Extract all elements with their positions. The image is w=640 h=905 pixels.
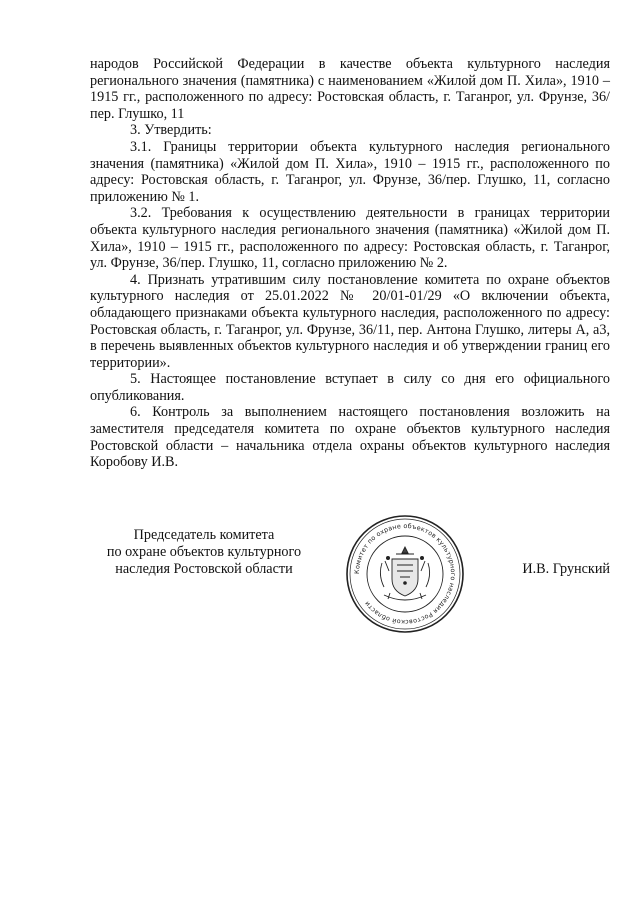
document-body: [90, 56, 610, 471]
paragraph-item-3-1: 3.1. Границы территории объекта культурного наследия регионального значения (памятника) «Жилой дом П. Хила», 1910 – 1915 гг., расположенного по адресу: Ростовская область, г. Таганрог, ул. Фрунзе, 36/пер. Глушко, 11, согласно приложению № 1.: [90, 138, 610, 205]
signer-title-line: по охране объектов культурного: [106, 544, 302, 560]
paragraph-item-3: 3. Утвердить:: [130, 122, 212, 139]
signer-title: [90, 527, 318, 578]
signer-title-line: наследия Ростовской области: [115, 561, 293, 577]
paragraph-continuation: народов Российской Федерации в качестве объекта культурного наследия регионального значения (памятника) с наименованием «Жилой дом П. Хила», 1910 – 1915 гг., расположенного по адресу: Ростовская область, г. Таганрог, ул. Фрунзе, 36/пер. Глушко, 11: [90, 56, 610, 122]
paragraph-item-5: 5. Настоящее постановление вступает в силу со дня его официального опубликования.: [90, 371, 610, 404]
paragraph-item-3-2: 3.2. Требования к осуществлению деятельности в границах территории объекта культурного наследия регионального значения (памятника) «Жилой дом П. Хила», 1910 – 1915 гг., расположенного по адресу: Ростовская область, г. Таганрог, ул. Фрунзе, 36/пер. Глушко, 11, согласно приложению № 2.: [90, 205, 610, 272]
paragraph-item-4: 4. Признать утратившим силу постановление комитета по охране объектов культурного наследия от 25.01.2022 № 20/01-01/29 «О включении объекта, обладающего признаками объекта культурного наследия, расположенного по адресу: Ростовская область, г. Таганрог, ул. Фрунзе, 36/11, пер. Антона Глушко, литеры А, а3, в перечень выявленных объектов культурного наследия и об утверждении границ его территории».: [90, 271, 610, 371]
signature-block: [90, 521, 610, 637]
signer-name: И.В. Грунский: [522, 561, 610, 577]
seal-ring-text: Комитет по охране объектов культурного наследия Ростовской области: [352, 521, 458, 627]
paragraph-item-6: 6. Контроль за выполнением настоящего постановления возложить на заместителя председателя комитета по охране объектов культурного наследия Ростовской области – начальника отдела охраны объектов культурного наследия Коробову И.В.: [90, 404, 610, 471]
signer-title-line: Председатель комитета: [133, 527, 275, 543]
official-seal-icon: [344, 513, 466, 635]
